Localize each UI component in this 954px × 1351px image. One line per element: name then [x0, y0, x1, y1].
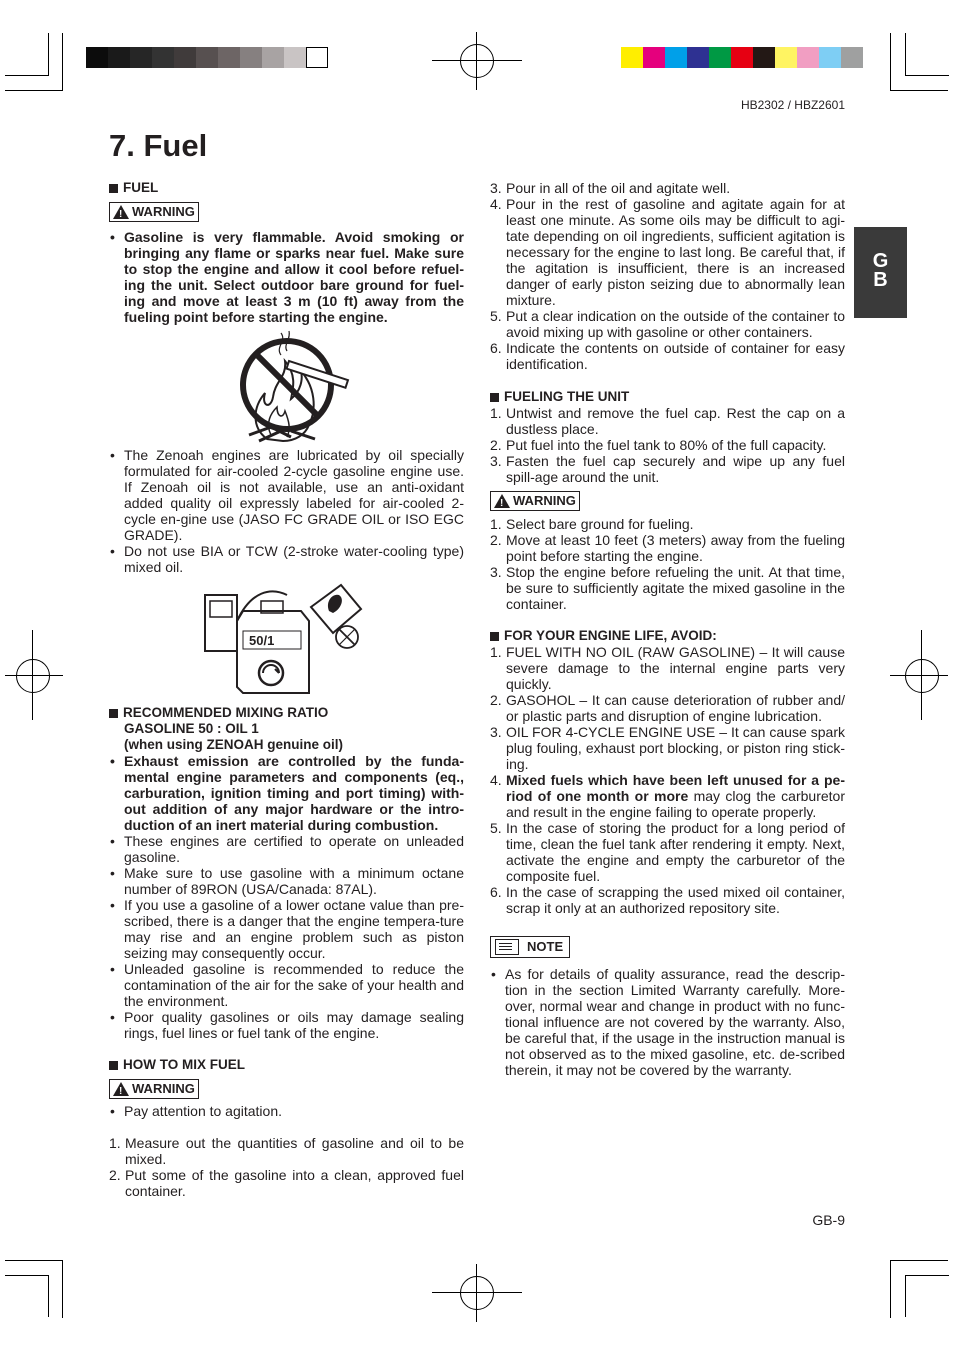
engine-life-item: 4. Mixed fuels which have been left unused for a pe-riod of one month or more may clog the carburetor and result in the engine failing to operate properly. — [490, 772, 845, 820]
gasoline-bullet: • Make sure to use gasoline with a minimum octane number of 89RON (USA/Canada: 87AL). — [109, 865, 464, 897]
color-swatch — [196, 47, 218, 68]
language-tab-letter: G — [872, 250, 889, 272]
crop-mark — [5, 90, 63, 91]
warning-label: ! WARNING — [109, 1079, 464, 1099]
warning-triangle-icon: ! — [113, 1082, 129, 1096]
fueling-step: 1. Untwist and remove the fuel cap. Rest the cap on a dustless place. — [490, 405, 845, 437]
mix-ratio: GASOLINE 50 : OIL 1 — [124, 721, 259, 736]
color-swatch — [819, 47, 841, 68]
section-heading: FOR YOUR ENGINE LIFE, AVOID: — [490, 628, 845, 644]
mix-step: 4. Pour in the rest of gasoline and agitate again for at least one minute. As some oils may be difficult to agi-tate depending on oil ingredients, sufficient agitation is necessary for the engine to last long. Be careful that, if the agitation is insufficient, there is an increased danger of early piston seizing due to abnormally lean mixture. — [490, 196, 845, 308]
color-swatch — [643, 47, 665, 68]
square-bullet-icon — [109, 1061, 118, 1070]
model-number: HB2302 / HBZ2601 — [740, 98, 845, 112]
crop-mark — [905, 33, 906, 75]
gasoline-bullet: • These engines are certified to operate on unleaded gasoline. — [109, 833, 464, 865]
warning-step: 2. Move at least 10 feet (3 meters) away from the fueling point before starting the engine. — [490, 532, 845, 564]
color-swatch — [262, 47, 284, 68]
crop-mark — [5, 1275, 49, 1276]
color-swatch — [687, 47, 709, 68]
color-swatch — [731, 47, 753, 68]
section-heading: FUEL — [109, 180, 464, 196]
mix-step: 1. Measure out the quantities of gasoline and oil to be mixed. — [109, 1135, 464, 1167]
engine-life-item: 5. In the case of storing the product for a long period of time, clean the fuel tank after rendering it empty. Next, activate the engine and empty the carburetor of the composite fuel. — [490, 820, 845, 884]
square-bullet-icon — [490, 632, 499, 641]
fueling-step: 2. Put fuel into the fuel tank to 80% of the full capacity. — [490, 437, 827, 453]
crop-mark — [5, 1260, 63, 1261]
language-tab-letter: B — [873, 269, 888, 291]
emission-bullet: • Exhaust emission are controlled by the funda-mental engine parameters and components (eq., carburation, ignition timing and port timing) with-out addition of any major hardware or the intro-duction of an inert material during combustion. — [109, 753, 464, 833]
crop-mark — [890, 90, 948, 91]
crop-mark — [62, 33, 63, 91]
engine-life-item: 1. FUEL WITH NO OIL (RAW GASOLINE) – It will cause severe damage to the internal engine parts very quickly. — [490, 644, 845, 692]
engine-life-item: 2. GASOHOL – It can cause deterioration of rubber and/ or plastic parts and disruption of engine lubrication. — [490, 692, 845, 724]
gasoline-bullet: • If you use a gasoline of a lower octane value than pre-scribed, there is a danger that the engine tempera-ture may rise and an engine problem such as piston seizing may consequently occur. — [109, 897, 464, 961]
crop-mark — [890, 33, 891, 91]
color-swatch — [775, 47, 797, 68]
warning-text: • Gasoline is very flammable. Avoid smoking or bringing any flame or sparks near fuel. Make sure to stop the engine and allow it cool before refuel-ing the unit. Select outdoor bare ground for fuel-ing and move at least 3 m (10 ft) away from the fueling point before starting the engine. — [109, 229, 464, 325]
color-bar — [621, 47, 863, 68]
crop-mark — [5, 75, 49, 76]
color-swatch — [240, 47, 262, 68]
mix-ratio-condition: (when using ZENOAH genuine oil) — [124, 737, 343, 752]
crop-mark — [48, 33, 49, 75]
color-swatch — [621, 47, 643, 68]
warning-label: ! WARNING — [490, 491, 845, 511]
crop-mark — [905, 75, 949, 76]
mix-step: 3. Pour in all of the oil and agitate well. — [490, 180, 731, 196]
gasoline-bullet: • Unleaded gasoline is recommended to reduce the contamination of the air for the sake of your health and the environment. — [109, 961, 464, 1009]
color-swatch — [130, 47, 152, 68]
right-column — [490, 180, 845, 1078]
color-swatch — [797, 47, 819, 68]
engine-life-item: 3. OIL FOR 4-CYCLE ENGINE USE – It can cause spark plug fouling, exhaust port blocking, or piston ring stick-ing. — [490, 724, 845, 772]
oil-bullet: • Do not use BIA or TCW (2-stroke water-cooling type) mixed oil. — [109, 543, 464, 575]
grayscale-bar — [86, 47, 328, 68]
color-swatch — [841, 47, 863, 68]
section-heading: FUELING THE UNIT — [490, 389, 845, 405]
page-title: 7. Fuel — [109, 128, 208, 163]
fueling-step: 3. Fasten the fuel cap securely and wipe up any fuel spill-age around the unit. — [490, 453, 845, 485]
note-text: • As for details of quality assurance, read the descrip-tion in the section Limited Warranty carefully. More-over, normal wear and change in product with no func-tional influence are not covered by the warranty. Also, be careful that, if the usage in the instruction manual is not observed as to the mixed gasoline, etc. de-scribed therein, it may not be covered by the warranty. — [490, 966, 845, 1078]
can-ratio-label: 50/1 — [249, 633, 275, 648]
section-heading: RECOMMENDED MIXING RATIO — [109, 705, 464, 721]
section-heading: HOW TO MIX FUEL — [109, 1057, 464, 1073]
note-icon — [495, 939, 519, 955]
color-swatch — [665, 47, 687, 68]
crop-mark — [890, 1260, 948, 1261]
square-bullet-icon — [490, 393, 499, 402]
no-smoking-illustration — [109, 325, 464, 447]
warning-step: 1. Select bare ground for fueling. — [490, 516, 694, 532]
fuel-can-illustration — [109, 575, 464, 705]
color-swatch — [174, 47, 196, 68]
engine-life-item: 6. In the case of scrapping the used mixed oil container, scrap it only at an authorized repository site. — [490, 884, 845, 916]
crop-mark — [905, 1275, 906, 1317]
warning-triangle-icon: ! — [494, 494, 510, 508]
note-label: NOTE — [490, 936, 845, 958]
mix-step: 2. Put some of the gasoline into a clean, approved fuel container. — [109, 1167, 464, 1199]
gasoline-bullet: • Poor quality gasolines or oils may damage sealing rings, fuel lines or fuel tank of the engine. — [109, 1009, 464, 1041]
left-column — [109, 180, 464, 1199]
color-swatch — [753, 47, 775, 68]
color-swatch — [709, 47, 731, 68]
color-swatch — [152, 47, 174, 68]
color-swatch — [108, 47, 130, 68]
square-bullet-icon — [109, 184, 118, 193]
color-swatch — [218, 47, 240, 68]
mix-step: 5. Put a clear indication on the outside of the container to avoid mixing up with gasoline or other containers. — [490, 308, 845, 340]
page-number: GB-9 — [812, 1212, 845, 1228]
warning-triangle-icon: ! — [113, 205, 129, 219]
warning-step: 3. Stop the engine before refueling the unit. At that time, be sure to sufficiently agitate the mixed gasoline in the container. — [490, 564, 845, 612]
crop-mark — [48, 1275, 49, 1317]
color-swatch — [284, 47, 306, 68]
warning-label: ! WARNING — [109, 202, 464, 222]
language-tab — [854, 227, 907, 318]
color-swatch — [306, 47, 328, 68]
color-swatch — [86, 47, 108, 68]
crop-mark — [62, 1260, 63, 1318]
oil-bullet: • The Zenoah engines are lubricated by oil specially formulated for air-cooled 2-cycle gasoline engine use. If Zenoah oil is not available, use an anti-oxidant added quality oil expressly labeled for air-cooled 2-cycle en-gine use (JASO FC GRADE OIL or ISO EGC GRADE). — [109, 447, 464, 543]
square-bullet-icon — [109, 709, 118, 718]
agitation-bullet: • Pay attention to agitation. — [109, 1103, 464, 1119]
mix-step: 6. Indicate the contents on outside of container for easy identification. — [490, 340, 845, 372]
crop-mark — [905, 1275, 949, 1276]
crop-mark — [890, 1260, 891, 1318]
